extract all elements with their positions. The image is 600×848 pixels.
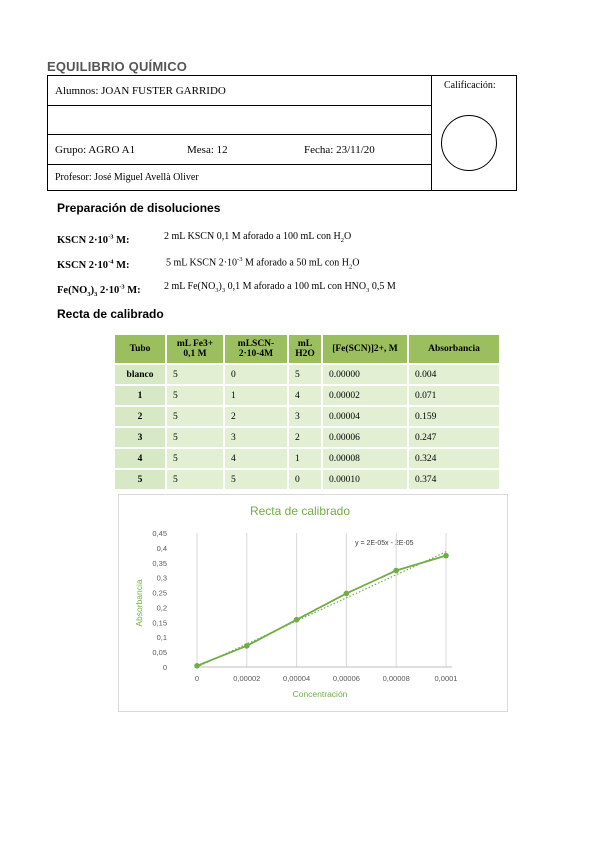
table-cell: 3 [224,427,288,448]
calibration-table [113,333,501,491]
col-header-fe: mL Fe3+ 0,1 M [166,334,224,364]
table-cell: 5 [166,427,224,448]
data-point [244,643,250,649]
col-header-scn: mLSCN- 2·10-4M [224,334,288,364]
table-label: Mesa: [187,144,214,156]
prep-item-1: KSCN $2\cdot 10^{-3}$ M: [57,233,130,246]
prep-item-2-text: 5 mL KSCN $2\cdot 10^{-3}$ M aforado a 50 mL con $H_2O$ [166,256,360,271]
col-header-absorbance: Absorbancia [408,334,500,364]
group-value: AGRO A1 [88,144,136,156]
group-row [48,135,431,165]
table-row [114,364,500,385]
y-tick-label: 0,2 [156,603,167,613]
col-header-tube: Tubo [114,334,166,364]
table-row [114,448,500,469]
data-point [294,617,300,623]
y-axis-title: Absorbancia [134,579,144,627]
x-tick-label: 0,00006 [332,674,360,683]
grade-label: Calificación: [444,80,496,91]
grade-circle [441,115,497,171]
table-cell: 0.00008 [322,448,408,469]
x-axis-title: Concentración [292,689,348,699]
calib-heading: Recta de calibrado [57,307,164,321]
header-divider [431,76,432,190]
group-label: Grupo: [55,144,87,156]
date-value: 23/11/20 [336,144,375,156]
calibration-chart [119,495,507,711]
table-cell: 2 [224,406,288,427]
table-cell: 5 [114,469,166,490]
y-tick-label: 0,35 [152,558,167,568]
table-cell: 0.00002 [322,385,408,406]
table-cell: 0.00004 [322,406,408,427]
trendline-equation: y = 2E-05x - 2E-05 [355,540,414,547]
table-cell: 5 [224,469,288,490]
students-row [48,76,431,106]
series-line [197,556,446,666]
y-tick-label: 0 [162,663,167,672]
table-cell: 3 [288,406,322,427]
table-row [114,385,500,406]
y-tick-label: 0,3 [156,573,167,583]
table-cell: 0.071 [408,385,500,406]
data-point [194,663,200,669]
prep-item-1-text: 2 mL KSCN 0,1 M aforado a 100 mL con $H_2O$ [164,231,352,244]
prep-heading: Preparación de disoluciones [57,201,221,215]
table-cell: 0 [288,469,322,490]
table-cell: 0.00010 [322,469,408,490]
prep-item-3-text: 2 mL $Fe(NO_3)_3$ 0,1 M aforado a 100 mL con $HNO_3$ 0,5 M [164,281,396,294]
y-tick-label: 0,25 [152,588,167,598]
x-tick-label: 0,00008 [382,674,410,683]
table-cell: 0.324 [408,448,500,469]
x-tick-label: 0 [194,674,200,683]
y-tick-label: 0,05 [152,648,167,658]
table-row [114,427,500,448]
table-cell: 0 [224,364,288,385]
table-cell: 0.374 [408,469,500,490]
y-tick-label: 0,45 [152,529,167,538]
table-row [114,469,500,490]
blank-row [48,106,431,135]
x-tick-label: 0,00004 [283,674,311,683]
chart-title: Recta de calibrado [249,504,351,518]
teacher-value: José Miguel Avellà Oliver [94,172,199,183]
teacher-label: Profesor: [55,172,92,183]
y-tick-label: 0,4 [156,543,167,553]
table-cell: 5 [166,448,224,469]
document-title: EQUILIBRIO QUÍMICO [47,59,188,74]
data-point [443,553,449,559]
teacher-row [48,165,431,191]
table-cell: 5 [166,406,224,427]
col-header-concentration: [Fe(SCN)]2+, M [322,334,408,364]
table-row [114,406,500,427]
table-header-row [114,334,500,364]
x-tick-label: 0,00002 [233,674,261,683]
table-cell: blanco [114,364,166,385]
data-point [344,591,350,597]
table-cell: 0.00006 [322,427,408,448]
prep-item-2: KSCN $2\cdot 10^{-4}$ M: [57,258,130,271]
table-cell: 4 [224,448,288,469]
table-cell: 3 [114,427,166,448]
students-label: Alumnos: [55,85,99,97]
col-header-water: mL H2O [288,334,322,364]
date-label: Fecha: [304,144,334,156]
table-cell: 5 [166,469,224,490]
table-cell: 2 [288,427,322,448]
table-cell: 4 [288,385,322,406]
table-cell: 0.159 [408,406,500,427]
data-point [393,568,399,574]
chart-frame [118,494,508,712]
y-tick-label: 0,1 [156,633,167,643]
table-cell: 4 [114,448,166,469]
students-value: JOAN FUSTER GARRIDO [101,85,226,97]
prep-item-3: $Fe(NO_3)_3$ $2\cdot 10^{-3}$ M: [57,283,141,299]
table-cell: 1 [288,448,322,469]
y-tick-label: 0,15 [152,618,167,628]
table-cell: 1 [224,385,288,406]
table-cell: 0.00000 [322,364,408,385]
x-tick-label: 0,0001 [434,674,458,683]
header-box [47,75,517,191]
table-cell: 2 [114,406,166,427]
table-cell: 5 [288,364,322,385]
table-cell: 1 [114,385,166,406]
table-cell: 0.004 [408,364,500,385]
table-cell: 5 [166,364,224,385]
table-cell: 5 [166,385,224,406]
table-value: 12 [216,144,228,156]
table-cell: 0.247 [408,427,500,448]
trendline [197,552,446,667]
